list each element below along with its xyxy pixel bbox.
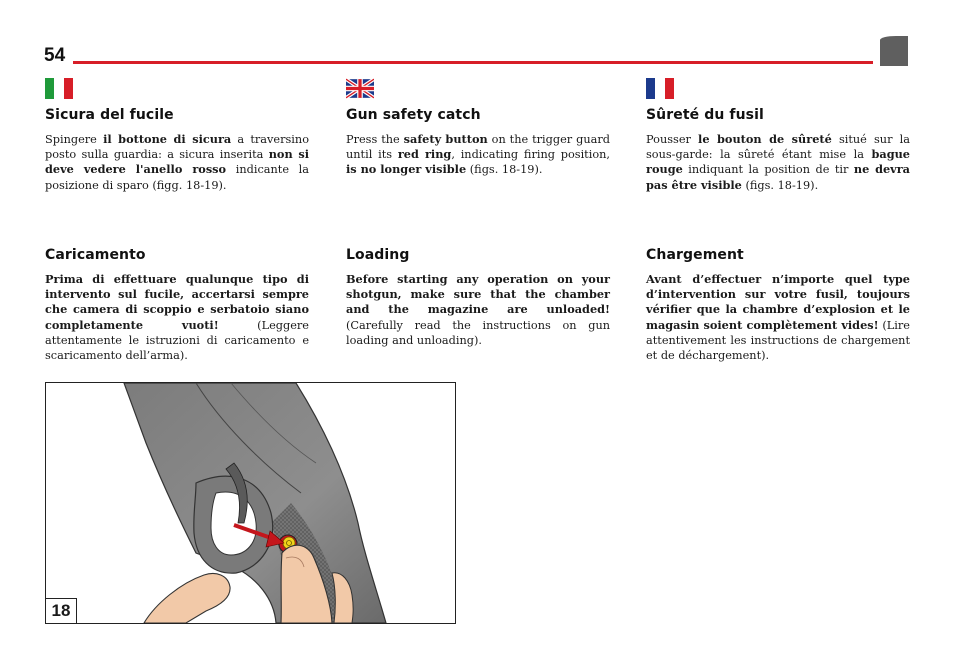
- bold-text: Prima di effettuare qualunque tipo di intervento sul fucile, accertarsi sempre che camera di scoppio e serbatoio siano completamente vuoti!: [45, 272, 309, 332]
- text-run: situé sur la sous-garde: la sûreté étant mise la: [646, 133, 910, 162]
- section-loading-fr: [646, 247, 910, 363]
- figure-18: [45, 382, 456, 624]
- section-title: Caricamento: [45, 247, 146, 263]
- section-title: Loading: [346, 247, 410, 263]
- section-title: Gun safety catch: [346, 107, 481, 123]
- section-body: [646, 132, 910, 193]
- text-run: (figs. 18-19).: [466, 163, 543, 177]
- bold-text: bague rouge: [646, 147, 910, 177]
- text-run: , indicating firing position,: [451, 148, 611, 162]
- section-body: [346, 272, 610, 348]
- section-title: Sicura del fucile: [45, 107, 174, 123]
- text-run: (Lire attentivement les instructions de chargement et de déchargement).: [646, 318, 910, 363]
- section-body: [346, 132, 610, 178]
- corner-tab: [880, 36, 908, 66]
- section-safety-it: [45, 107, 309, 193]
- uk-flag-icon: [346, 78, 374, 99]
- figure-number: 18: [46, 598, 77, 623]
- safety-button-illustration: [46, 383, 455, 623]
- section-body: [646, 272, 910, 363]
- bold-text: le bouton de sûreté: [698, 132, 832, 146]
- bold-text: non si deve vedere l'anello rosso: [45, 147, 309, 177]
- section-body: [45, 132, 309, 193]
- bold-text: safety button: [403, 132, 488, 146]
- section-title: Chargement: [646, 247, 744, 263]
- text-run: indiquant la position de tir: [682, 163, 854, 177]
- header-rule: [73, 61, 873, 64]
- italian-flag-icon: [45, 78, 73, 99]
- bold-text: il bottone di sicura: [103, 132, 232, 146]
- french-flag-icon: [646, 78, 674, 99]
- section-safety-en: [346, 107, 610, 178]
- bold-text: ne devra pas être visible: [646, 162, 911, 192]
- bold-text: red ring: [397, 147, 452, 162]
- text-run: (Carefully read the instructions on gun loading and unloading).: [346, 318, 610, 347]
- text-run: a traversino posto sulla guardia: a sicura inserita: [45, 133, 309, 162]
- bold-text: Avant d’effectuer n’importe quel type d’intervention sur votre fusil, toujours vérifier que la chambre d’explosion et le magasin soient complètement vides!: [646, 272, 910, 332]
- section-body: [45, 272, 309, 363]
- section-loading-en: [346, 247, 610, 348]
- text-run: (Leggere attentamente le istruzioni di caricamento e scaricamento dell’arma).: [45, 318, 309, 363]
- section-safety-fr: [646, 107, 910, 193]
- bold-text: Before starting any operation on your shotgun, make sure that the chamber and the magazine are unloaded!: [346, 272, 610, 317]
- text-run: on the trigger guard until its: [346, 133, 610, 162]
- text-run: Pousser: [646, 133, 699, 146]
- text-run: indicante la posizione di sparo (figg. 18-19).: [45, 163, 309, 192]
- section-loading-it: [45, 247, 309, 363]
- text-run: Press the: [346, 133, 404, 146]
- section-title: Sûreté du fusil: [646, 107, 764, 123]
- bold-text: is no longer visible: [346, 162, 467, 177]
- text-run: (figs. 18-19).: [741, 178, 819, 192]
- page-number: 54: [44, 45, 66, 66]
- text-run: Spingere: [45, 133, 104, 146]
